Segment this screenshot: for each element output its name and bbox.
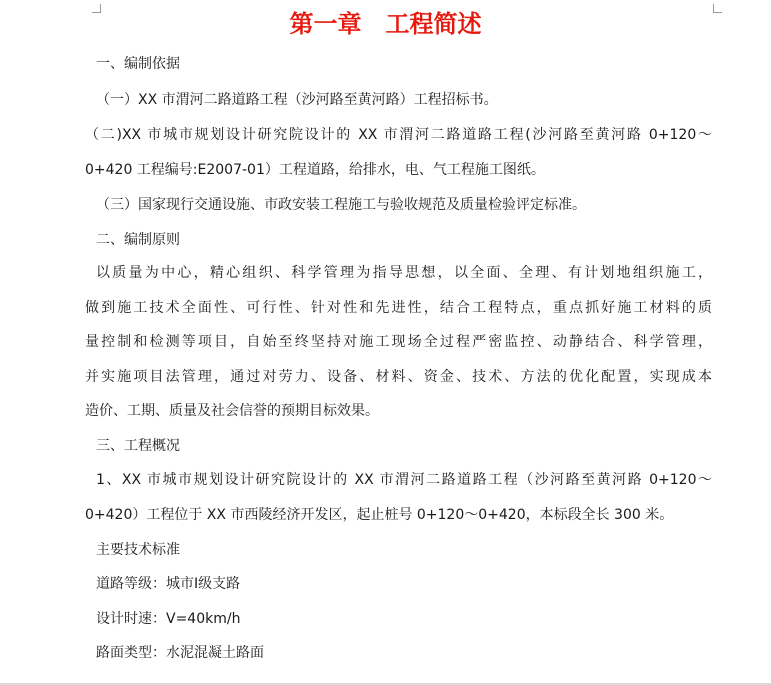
standard-item: 设计时速：V=40km/h	[96, 611, 241, 627]
subheading-technical-standards: 主要技术标准	[96, 542, 180, 558]
paragraph-line: （三）国家现行交通设施、市政安装工程施工与验收规范及质量检验评定标准。	[96, 197, 586, 213]
paragraph-line: 量控制和检测等项目，自始至终坚持对施工现场全过程严密监控、动静结合、科学管理，	[85, 334, 712, 350]
standard-item: 道路等级：城市Ⅰ级支路	[96, 576, 241, 592]
paragraph-line: 做到施工技术全面性、可行性、针对性和先进性，结合工程特点，重点抓好施工材料的质	[85, 300, 712, 316]
paragraph-line: （二)XX 市城市规划设计研究院设计的 XX 市渭河二路道路工程(沙河路至黄河路 0+120～	[85, 127, 712, 143]
paragraph-line: 1、XX 市城市规划设计研究院设计的 XX 市渭河二路道路工程（沙河路至黄河路 0+120～	[96, 472, 712, 488]
paragraph-line: 并实施项目法管理，通过对劳力、设备、材料、资金、技术、方法的优化配置，实现成本	[85, 369, 712, 385]
paragraph-line: 以质量为中心，精心组织、科学管理为指导思想，以全面、全理、有计划地组织施工，	[96, 265, 712, 281]
chapter-title: 第一章 工程简述	[289, 9, 482, 38]
paragraph-line: 0+420 工程编号:E2007-01）工程道路，给排水，电、气工程施工图纸。	[85, 162, 545, 178]
paragraph-line: （一）XX 市渭河二路道路工程（沙河路至黄河路）工程招标书。	[96, 92, 498, 108]
section-heading-principles: 二、编制原则	[96, 232, 180, 248]
section-heading-basis: 一、编制依据	[96, 56, 180, 72]
standard-item: 路面类型：水泥混凝土路面	[96, 645, 264, 661]
section-heading-overview: 三、工程概况	[96, 438, 180, 454]
paragraph-line: 造价、工期、质量及社会信誉的预期目标效果。	[85, 403, 379, 419]
paragraph-line: 0+420）工程位于 XX 市西陵经济开发区，起止桩号 0+120～0+420，本标段全长 300 米。	[85, 507, 674, 523]
